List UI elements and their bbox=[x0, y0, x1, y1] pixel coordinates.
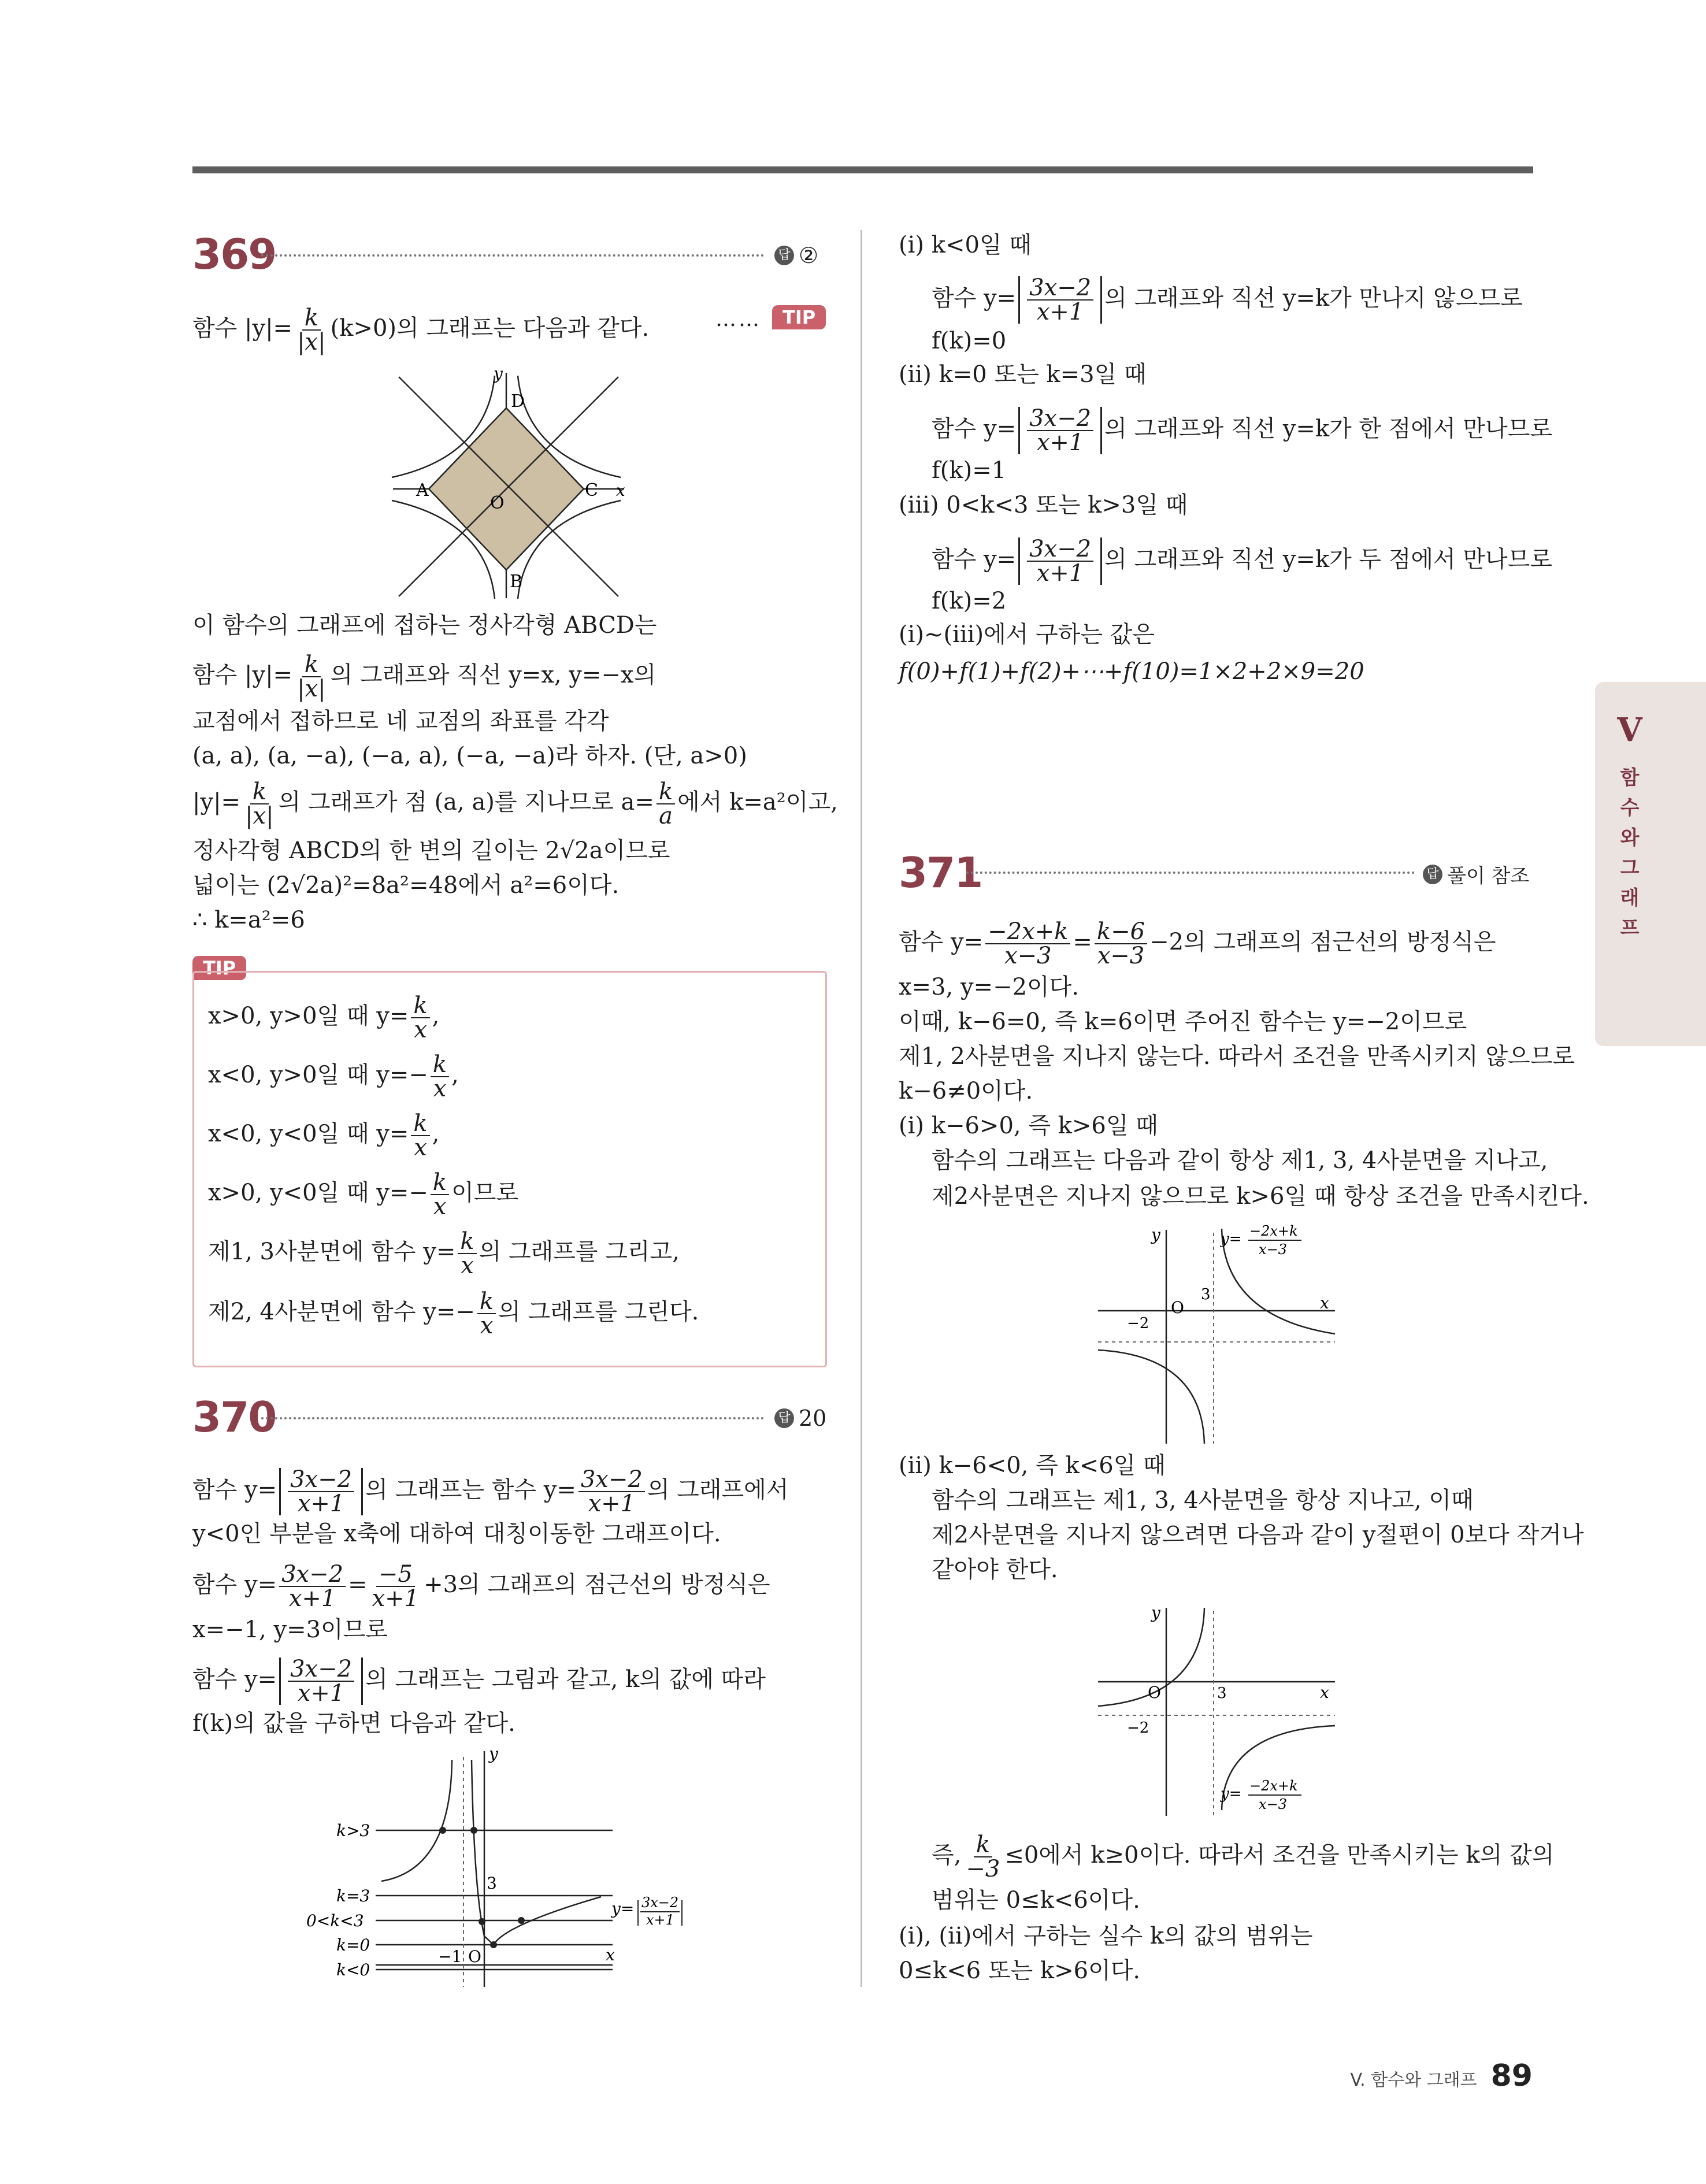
p371-case1-line1: 함수의 그래프는 다음과 같이 항상 제1, 3, 4사분면을 지나고, bbox=[932, 1147, 1548, 1174]
text: 함수 |y|= bbox=[192, 315, 293, 342]
numerator: k bbox=[411, 994, 429, 1018]
text: , bbox=[432, 1121, 440, 1147]
footer-chapter: V. 함수와 그래프 bbox=[1350, 2070, 1477, 2090]
title-char: 래 bbox=[1620, 887, 1640, 910]
y-axis-label: y bbox=[1151, 1603, 1160, 1622]
abs-value bbox=[1018, 537, 1102, 585]
fraction bbox=[279, 1563, 346, 1610]
label-neg1: −1 bbox=[438, 1947, 462, 1966]
label-d: D bbox=[511, 391, 525, 411]
intersect-point bbox=[518, 1917, 525, 1924]
numerator: 3x−2 bbox=[1027, 407, 1093, 431]
intersect-point bbox=[470, 1827, 477, 1834]
text: 에서 k=a²이고, bbox=[677, 789, 838, 815]
answer-mark-icon: 답 bbox=[774, 1408, 794, 1428]
text: (k>0)의 그래프는 다음과 같다. bbox=[330, 315, 650, 342]
p370-case3: (iii) 0<k<3 또는 k>3일 때 bbox=[899, 492, 1188, 518]
func-label: y= bbox=[611, 1899, 635, 1918]
label-3: 3 bbox=[1201, 1286, 1211, 1303]
p371-line5: k−6≠0이다. bbox=[899, 1078, 1033, 1104]
denominator: x+1 bbox=[1036, 429, 1084, 456]
fraction bbox=[288, 1658, 354, 1705]
fraction bbox=[411, 994, 429, 1041]
denominator: x+1 bbox=[297, 1490, 345, 1517]
numerator: k bbox=[250, 780, 269, 804]
label-a: A bbox=[416, 480, 429, 500]
answer-371-value: 풀이 참조 bbox=[1447, 865, 1530, 888]
denominator: |x| bbox=[297, 329, 326, 355]
p371-case1-line2: 제2사분면은 지나지 않으므로 k>6일 때 항상 조건을 만족시킨다. bbox=[932, 1183, 1589, 1210]
p371-line1 bbox=[899, 920, 1496, 967]
label-origin: O bbox=[1171, 1298, 1184, 1317]
numerator: 3x−2 bbox=[1027, 537, 1093, 562]
p370-line4: x=−1, y=3이므로 bbox=[192, 1616, 388, 1643]
p371-line15: (i), (ii)에서 구하는 실수 k의 값의 범위는 bbox=[899, 1923, 1313, 1949]
answer-369-value: ② bbox=[799, 243, 819, 268]
top-rule bbox=[192, 166, 1533, 173]
label-3: 3 bbox=[1217, 1685, 1227, 1702]
abs-value bbox=[1018, 407, 1102, 454]
text: 의 그래프와 직선 y=k가 두 점에서 만나므로 bbox=[1104, 546, 1552, 573]
p370-result: f(0)+f(1)+f(2)+⋯+f(10)=1×2+2×9=20 bbox=[899, 658, 1364, 685]
denominator: x−3 bbox=[1004, 943, 1052, 969]
p371-case2-line3: 같아야 한다. bbox=[932, 1556, 1058, 1583]
leader-dots bbox=[261, 254, 764, 257]
numerator: k bbox=[477, 1290, 496, 1314]
text: 제1, 3사분면에 함수 y= bbox=[208, 1239, 456, 1265]
label-k-eq-0: k=0 bbox=[336, 1935, 370, 1955]
denominator: x bbox=[414, 1017, 427, 1043]
p371-line4: 제1, 2사분면을 지나지 않는다. 따라서 조건을 만족시키지 않으므로 bbox=[899, 1043, 1575, 1070]
fraction bbox=[1095, 920, 1147, 967]
tip-line6 bbox=[208, 1290, 699, 1337]
denominator: x+1 bbox=[372, 1585, 420, 1612]
text: +3의 그래프의 점근선의 방정식은 bbox=[424, 1571, 770, 1598]
p370-case2-b: f(k)=1 bbox=[932, 457, 1007, 484]
denominator: x+1 bbox=[1036, 560, 1084, 587]
fraction bbox=[458, 1230, 476, 1277]
fraction bbox=[657, 780, 675, 828]
text: x>0, y<0일 때 y=− bbox=[208, 1180, 428, 1206]
y-axis-label: y bbox=[489, 1745, 498, 1763]
page-footer bbox=[1350, 2059, 1533, 2093]
x-axis-label: x bbox=[606, 1945, 615, 1964]
p371-case1: (i) k−6>0, 즉 k>6일 때 bbox=[899, 1113, 1158, 1139]
numerator: 3x−2 bbox=[279, 1563, 346, 1587]
chapter-roman: V bbox=[1617, 711, 1642, 749]
p369-line2: 이 함수의 그래프에 접하는 정사각형 ABCD는 bbox=[192, 612, 657, 639]
p371-graph-1 bbox=[1086, 1218, 1347, 1449]
p370-case1: (i) k<0일 때 bbox=[899, 232, 1032, 258]
fraction bbox=[1027, 407, 1093, 454]
curve-lower-branch bbox=[1098, 1350, 1204, 1444]
denominator: a bbox=[659, 803, 673, 829]
p370-line3 bbox=[192, 1563, 770, 1610]
func-numerator: 3x−2 bbox=[641, 1894, 679, 1911]
tip-line5 bbox=[208, 1230, 680, 1277]
p371-case2-line2: 제2사분면을 지나지 않으려면 다음과 같이 y절편이 0보다 작거나 bbox=[932, 1522, 1584, 1548]
text: |y|= bbox=[192, 789, 241, 815]
text: 의 그래프는 함수 y= bbox=[365, 1477, 576, 1503]
fraction bbox=[1027, 537, 1093, 585]
tip-line3 bbox=[208, 1112, 439, 1159]
answer-369 bbox=[774, 243, 818, 268]
y-axis-label: y bbox=[494, 370, 503, 383]
fraction bbox=[411, 1112, 429, 1159]
p369-line8: 넓이는 (2√2a)²=8a²=48에서 a²=6이다. bbox=[192, 872, 620, 899]
text: ≤0에서 k≥0이다. 따라서 조건을 만족시키는 k의 값의 bbox=[1004, 1842, 1555, 1868]
text: 함수 y= bbox=[192, 1666, 277, 1693]
p371-case2: (ii) k−6<0, 즉 k<6일 때 bbox=[899, 1452, 1166, 1479]
text: 의 그래프가 점 (a, a)를 지나므로 a= bbox=[278, 789, 654, 815]
p369-line1 bbox=[192, 306, 649, 354]
abs-value bbox=[279, 1658, 363, 1705]
label-k-lt-0: k<0 bbox=[336, 1960, 370, 1979]
func-denominator: x+1 bbox=[646, 1912, 674, 1928]
text: 이므로 bbox=[451, 1180, 519, 1206]
text: 제2, 4사분면에 함수 y=− bbox=[208, 1299, 475, 1325]
label-neg2: −2 bbox=[1127, 1719, 1149, 1737]
label-c: C bbox=[585, 480, 598, 500]
text: 의 그래프와 직선 y=x, y=−x의 bbox=[330, 662, 657, 688]
fraction bbox=[985, 920, 1070, 967]
func-denominator: x−3 bbox=[1259, 1241, 1287, 1258]
fraction bbox=[370, 1563, 422, 1610]
title-char: 함 bbox=[1620, 766, 1640, 789]
p370-case3-a bbox=[932, 537, 1552, 585]
x-axis-label: x bbox=[1320, 1293, 1329, 1312]
fraction bbox=[431, 1171, 449, 1218]
y-axis-label: y bbox=[1151, 1225, 1160, 1244]
denominator: x+1 bbox=[297, 1680, 345, 1707]
numerator: 3x−2 bbox=[578, 1468, 645, 1492]
chapter-side-tab bbox=[1595, 682, 1706, 1046]
answer-mark-icon: 답 bbox=[774, 246, 794, 265]
text: 의 그래프에서 bbox=[647, 1477, 789, 1503]
numerator: −2x+k bbox=[985, 920, 1070, 944]
func-numerator: −2x+k bbox=[1249, 1778, 1298, 1794]
denominator: x bbox=[433, 1076, 447, 1102]
text: 함수 y= bbox=[932, 416, 1017, 442]
text: 의 그래프를 그린다. bbox=[498, 1299, 699, 1325]
title-char: 그 bbox=[1620, 856, 1640, 880]
numerator: k bbox=[302, 306, 321, 331]
label-origin: O bbox=[490, 493, 505, 513]
tip-ref-dots: …… bbox=[715, 307, 762, 331]
denominator: x bbox=[414, 1134, 427, 1161]
numerator: k bbox=[431, 1053, 449, 1077]
denominator: x bbox=[433, 1193, 447, 1220]
func-label: y= bbox=[1221, 1785, 1242, 1803]
numerator: 3x−2 bbox=[1027, 276, 1093, 301]
numerator: −5 bbox=[376, 1563, 415, 1587]
p369-line7: 정사각형 ABCD의 한 변의 길이는 2√2a이므로 bbox=[192, 837, 670, 864]
leader-dots bbox=[966, 872, 1415, 874]
p369-line5: (a, a), (a, −a), (−a, a), (−a, −a)라 하자. (단, a>0) bbox=[192, 743, 747, 769]
p370-case2: (ii) k=0 또는 k=3일 때 bbox=[899, 361, 1147, 388]
p371-line14: 범위는 0≤k<6이다. bbox=[932, 1887, 1140, 1914]
text: 의 그래프는 그림과 같고, k의 값에 따라 bbox=[365, 1666, 766, 1693]
text: x<0, y<0일 때 y= bbox=[208, 1121, 409, 1147]
column-divider bbox=[861, 230, 862, 1987]
tip-line4 bbox=[208, 1171, 518, 1218]
denominator: x−3 bbox=[1097, 943, 1145, 969]
denominator: |x| bbox=[297, 676, 326, 702]
label-k-eq-3: k=3 bbox=[336, 1886, 370, 1905]
tip-badge: TIP bbox=[192, 956, 246, 980]
text: 함수 y= bbox=[932, 285, 1017, 312]
p370-line2: y<0인 부분을 x축에 대하여 대칭이동한 그래프이다. bbox=[192, 1521, 721, 1547]
label-neg2: −2 bbox=[1127, 1315, 1149, 1332]
intersect-point bbox=[439, 1827, 446, 1834]
label-origin: O bbox=[1148, 1683, 1161, 1702]
text: 함수 y= bbox=[899, 929, 984, 955]
func-numerator: −2x+k bbox=[1249, 1223, 1298, 1239]
numerator: 3x−2 bbox=[288, 1468, 354, 1492]
label-b: B bbox=[510, 572, 523, 592]
numerator: 3x−2 bbox=[288, 1658, 354, 1682]
numerator: k bbox=[411, 1112, 429, 1136]
numerator: k bbox=[431, 1171, 449, 1195]
p369-line4: 교점에서 접하므로 네 교점의 좌표를 각각 bbox=[192, 708, 609, 735]
denominator: x bbox=[461, 1252, 474, 1279]
problem-number-371: 371 bbox=[899, 848, 982, 897]
fraction bbox=[578, 1468, 645, 1515]
numerator: k bbox=[458, 1230, 476, 1254]
denominator: x+1 bbox=[588, 1490, 636, 1517]
fraction bbox=[431, 1053, 449, 1100]
denominator: x bbox=[480, 1312, 494, 1339]
intersect-point bbox=[479, 1918, 485, 1925]
p369-line3 bbox=[192, 653, 656, 700]
problem-number-369: 369 bbox=[192, 230, 276, 279]
page-number: 89 bbox=[1490, 2059, 1533, 2093]
p369-line9: ∴ k=a²=6 bbox=[192, 907, 305, 933]
curve-right-branch bbox=[472, 1760, 601, 1945]
title-char: 와 bbox=[1620, 826, 1640, 850]
p371-line3: 이때, k−6=0, 즉 k=6이면 주어진 함수는 y=−2이므로 bbox=[899, 1008, 1467, 1035]
leader-dots bbox=[261, 1417, 764, 1419]
text: 즉, bbox=[932, 1842, 962, 1868]
fraction bbox=[963, 1833, 1002, 1881]
fraction bbox=[477, 1290, 496, 1337]
intersect-point bbox=[490, 1941, 497, 1948]
title-char: 프 bbox=[1620, 917, 1640, 940]
p369-graph bbox=[387, 370, 630, 601]
text: 함수 y= bbox=[192, 1477, 277, 1503]
label-k-gt-3: k>3 bbox=[336, 1821, 370, 1840]
numerator: k bbox=[657, 780, 675, 804]
numerator: k bbox=[974, 1833, 992, 1857]
text: 의 그래프와 직선 y=k가 만나지 않으므로 bbox=[1104, 285, 1523, 312]
p370-case3-b: f(k)=2 bbox=[932, 588, 1007, 614]
problem-number-370: 370 bbox=[192, 1393, 276, 1441]
p370-line5 bbox=[192, 1658, 766, 1705]
fraction bbox=[295, 306, 328, 354]
label-3: 3 bbox=[487, 1874, 497, 1893]
x-axis-label: x bbox=[616, 481, 625, 500]
answer-370 bbox=[774, 1406, 826, 1431]
func-label: y= bbox=[1221, 1230, 1242, 1248]
text: x<0, y>0일 때 y=− bbox=[208, 1062, 428, 1088]
denominator: x+1 bbox=[1036, 299, 1084, 325]
p369-line6 bbox=[192, 780, 838, 828]
text: = bbox=[348, 1571, 368, 1598]
x-axis-label: x bbox=[1320, 1683, 1329, 1702]
p370-case1-b: f(k)=0 bbox=[932, 328, 1007, 354]
answer-371 bbox=[1423, 860, 1529, 888]
abs-value bbox=[1018, 276, 1102, 324]
abs-value bbox=[279, 1468, 363, 1515]
tip-line1 bbox=[208, 994, 439, 1041]
answer-mark-icon: 답 bbox=[1423, 865, 1442, 884]
numerator: k−6 bbox=[1095, 920, 1147, 944]
label-k-0-3: 0<k<3 bbox=[306, 1911, 364, 1930]
chapter-title-vertical bbox=[1595, 763, 1664, 943]
denominator: −3 bbox=[966, 1856, 1000, 1882]
p371-case2-line1: 함수의 그래프는 제1, 3, 4사분면을 항상 지나고, 이때 bbox=[932, 1487, 1474, 1514]
text: −2의 그래프의 점근선의 방정식은 bbox=[1149, 929, 1496, 955]
answer-370-value: 20 bbox=[799, 1406, 827, 1431]
denominator: x+1 bbox=[288, 1585, 336, 1612]
p370-conclusion: (i)~(iii)에서 구하는 값은 bbox=[899, 621, 1155, 648]
label-origin: O bbox=[468, 1947, 481, 1966]
p371-line2: x=3, y=−2이다. bbox=[899, 974, 1080, 1000]
func-denominator: x−3 bbox=[1259, 1796, 1287, 1812]
fraction bbox=[295, 653, 328, 700]
title-char: 수 bbox=[1620, 796, 1640, 820]
text: 함수 y= bbox=[192, 1571, 277, 1598]
text: 의 그래프를 그리고, bbox=[479, 1239, 680, 1265]
p370-line6: f(k)의 값을 구하면 다음과 같다. bbox=[192, 1710, 515, 1737]
denominator: |x| bbox=[245, 803, 274, 829]
p370-case2-a bbox=[932, 407, 1552, 454]
text: 함수 |y|= bbox=[192, 662, 293, 688]
fraction bbox=[1027, 276, 1093, 324]
numerator: k bbox=[302, 653, 321, 677]
fraction bbox=[288, 1468, 354, 1515]
p370-case1-a bbox=[932, 276, 1523, 324]
curve-left-branch bbox=[381, 1760, 452, 1881]
text: , bbox=[432, 1003, 440, 1029]
text: 함수 y= bbox=[932, 546, 1017, 573]
p371-line13 bbox=[932, 1833, 1554, 1881]
text: , bbox=[451, 1062, 459, 1088]
p370-graph bbox=[301, 1745, 786, 1988]
p371-line16: 0≤k<6 또는 k>6이다. bbox=[899, 1957, 1141, 1984]
text: 의 그래프와 직선 y=k가 한 점에서 만나므로 bbox=[1104, 416, 1552, 442]
text: = bbox=[1073, 929, 1092, 955]
tip-ref-badge: TIP bbox=[772, 305, 826, 329]
p370-line1 bbox=[192, 1468, 788, 1515]
p371-graph-2 bbox=[1086, 1596, 1347, 1827]
tip-line2 bbox=[208, 1053, 459, 1100]
text: x>0, y>0일 때 y= bbox=[208, 1003, 409, 1029]
fraction bbox=[243, 780, 276, 828]
